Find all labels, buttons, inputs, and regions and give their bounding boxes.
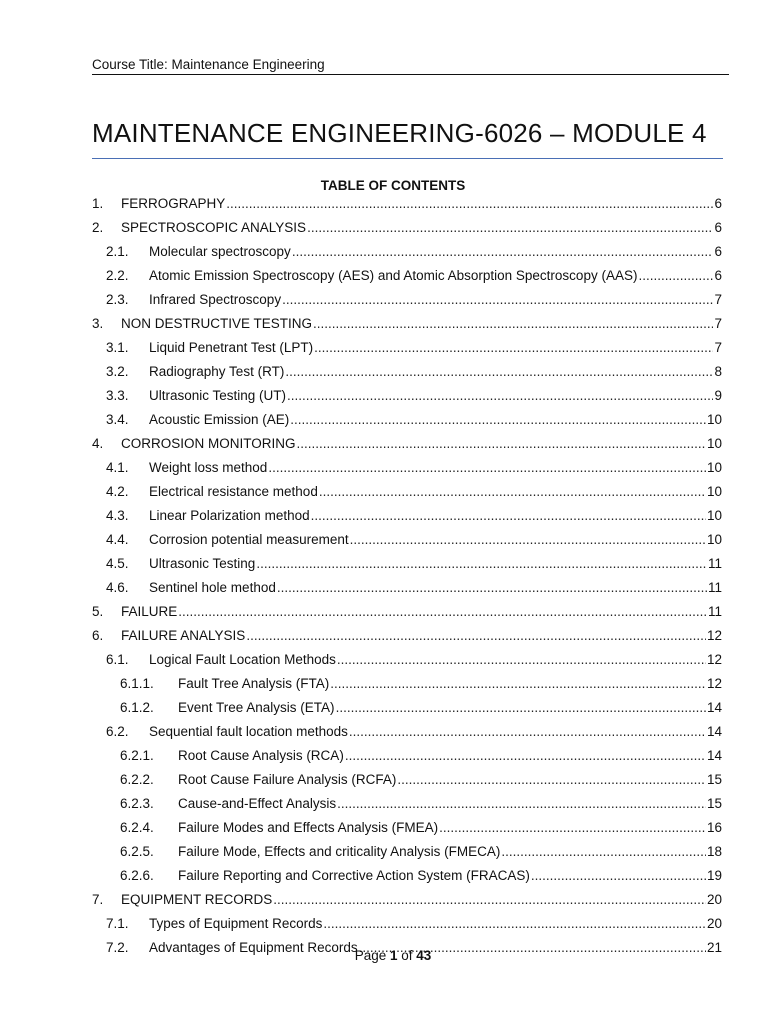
- toc-entry[interactable]: [92, 744, 722, 768]
- toc-entry-number: 3.: [92, 316, 104, 331]
- toc-entry-title: CORROSION MONITORING: [121, 436, 296, 451]
- toc-entry-number: 4.4.: [106, 532, 129, 547]
- toc-dot-leader: [311, 504, 706, 528]
- table-of-contents: [92, 192, 722, 960]
- toc-entry-title: NON DESTRUCTIVE TESTING: [121, 316, 313, 331]
- toc-entry-page: 14: [706, 748, 722, 763]
- toc-entry-page: 15: [706, 772, 722, 787]
- page-footer: [0, 948, 768, 963]
- toc-dot-leader: [297, 432, 706, 456]
- toc-entry-number: 3.4.: [106, 412, 129, 427]
- toc-entry-number: 6.2.1.: [120, 748, 154, 763]
- toc-entry-page: 21: [706, 940, 722, 955]
- toc-entry-page: 12: [706, 652, 722, 667]
- toc-entry[interactable]: [92, 360, 722, 384]
- toc-entry-page: 6: [714, 268, 722, 283]
- toc-dot-leader: [282, 288, 713, 312]
- toc-entry-page: 10: [706, 508, 722, 523]
- toc-entry[interactable]: [92, 600, 722, 624]
- toc-entry[interactable]: [92, 504, 722, 528]
- toc-entry-page: 7: [714, 340, 722, 355]
- toc-entry-number: 4.6.: [106, 580, 129, 595]
- toc-entry-number: 4.5.: [106, 556, 129, 571]
- toc-entry[interactable]: [92, 216, 722, 240]
- toc-entry-page: 20: [706, 916, 722, 931]
- toc-dot-leader: [501, 840, 706, 864]
- toc-entry-number: 4.: [92, 436, 104, 451]
- toc-entry[interactable]: [92, 288, 722, 312]
- toc-entry-title: Fault Tree Analysis (FTA): [178, 676, 330, 691]
- toc-entry[interactable]: [92, 840, 722, 864]
- toc-dot-leader: [285, 360, 713, 384]
- toc-entry-page: 11: [707, 604, 722, 619]
- toc-dot-leader: [345, 744, 706, 768]
- toc-entry-page: 11: [707, 556, 722, 571]
- toc-entry[interactable]: [92, 768, 722, 792]
- toc-dot-leader: [287, 384, 713, 408]
- toc-entry[interactable]: [92, 240, 722, 264]
- toc-entry[interactable]: [92, 720, 722, 744]
- toc-entry-title: Linear Polarization method: [149, 508, 310, 523]
- toc-entry[interactable]: [92, 864, 722, 888]
- toc-dot-leader: [313, 312, 713, 336]
- toc-entry-page: 6: [714, 244, 722, 259]
- toc-dot-leader: [268, 456, 706, 480]
- toc-entry-number: 6.2.2.: [120, 772, 154, 787]
- header-divider: [92, 74, 729, 75]
- toc-entry-page: 20: [706, 892, 722, 907]
- title-divider: [92, 158, 723, 159]
- toc-dot-leader: [337, 792, 706, 816]
- toc-entry-title: Failure Reporting and Corrective Action System (FRACAS): [178, 868, 530, 883]
- toc-entry-number: 3.2.: [106, 364, 129, 379]
- toc-entry-number: 6.1.: [106, 652, 129, 667]
- toc-entry-title: Advantages of Equipment Records: [149, 940, 358, 955]
- toc-dot-leader: [246, 624, 706, 648]
- toc-dot-leader: [178, 600, 707, 624]
- toc-entry-title: Root Cause Failure Analysis (RCFA): [178, 772, 397, 787]
- toc-dot-leader: [290, 408, 706, 432]
- toc-entry-number: 6.2.3.: [120, 796, 154, 811]
- toc-entry-title: Failure Modes and Effects Analysis (FMEA): [178, 820, 439, 835]
- toc-entry-page: 14: [706, 724, 722, 739]
- toc-entry-title: FAILURE: [121, 604, 178, 619]
- toc-entry[interactable]: [92, 528, 722, 552]
- toc-entry-title: Event Tree Analysis (ETA): [178, 700, 335, 715]
- toc-entry[interactable]: [92, 552, 722, 576]
- toc-entry[interactable]: [92, 192, 722, 216]
- toc-entry-number: 1.: [92, 196, 104, 211]
- toc-entry[interactable]: [92, 792, 722, 816]
- toc-dot-leader: [336, 696, 706, 720]
- toc-entry-title: Liquid Penetrant Test (LPT): [149, 340, 314, 355]
- toc-entry-title: Cause-and-Effect Analysis: [178, 796, 337, 811]
- toc-entry-number: 7.2.: [106, 940, 129, 955]
- toc-entry-page: 14: [706, 700, 722, 715]
- toc-entry-page: 10: [706, 460, 722, 475]
- toc-entry-page: 7: [714, 292, 722, 307]
- toc-entry-page: 10: [706, 436, 722, 451]
- toc-dot-leader: [277, 576, 707, 600]
- toc-entry-title: FERROGRAPHY: [121, 196, 226, 211]
- toc-entry-number: 7.1.: [106, 916, 129, 931]
- toc-entry-title: Radiography Test (RT): [149, 364, 285, 379]
- toc-entry-title: Root Cause Analysis (RCA): [178, 748, 344, 763]
- toc-entry-title: Failure Mode, Effects and criticality Analysis (FMECA): [178, 844, 501, 859]
- toc-entry-page: 10: [706, 484, 722, 499]
- toc-entry-page: 6: [714, 196, 722, 211]
- toc-dot-leader: [350, 528, 706, 552]
- toc-entry-title: SPECTROSCOPIC ANALYSIS: [121, 220, 307, 235]
- toc-entry-page: 18: [706, 844, 722, 859]
- toc-entry-title: FAILURE ANALYSIS: [121, 628, 246, 643]
- toc-entry-number: 4.3.: [106, 508, 129, 523]
- toc-entry-number: 2.2.: [106, 268, 129, 283]
- toc-entry[interactable]: [92, 264, 722, 288]
- toc-entry[interactable]: [92, 696, 722, 720]
- toc-entry-number: 2.: [92, 220, 104, 235]
- toc-dot-leader: [349, 720, 706, 744]
- toc-entry-page: 12: [706, 676, 722, 691]
- toc-entry-title: Ultrasonic Testing: [149, 556, 256, 571]
- toc-entry-number: 6.1.1.: [120, 676, 154, 691]
- toc-entry-number: 5.: [92, 604, 104, 619]
- toc-entry-title: Ultrasonic Testing (UT): [149, 388, 287, 403]
- toc-entry-number: 6.2.: [106, 724, 129, 739]
- toc-entry-number: 4.1.: [106, 460, 129, 475]
- toc-entry-page: 7: [714, 316, 722, 331]
- course-title-header: Course Title: Maintenance Engineering: [92, 57, 325, 72]
- toc-dot-leader: [337, 648, 706, 672]
- toc-dot-leader: [319, 480, 706, 504]
- footer-prefix: Page: [354, 948, 390, 963]
- toc-heading: TABLE OF CONTENTS: [320, 178, 466, 193]
- toc-dot-leader: [439, 816, 706, 840]
- toc-entry-page: 8: [714, 364, 722, 379]
- toc-entry-number: 4.2.: [106, 484, 129, 499]
- toc-entry-number: 6.2.4.: [120, 820, 154, 835]
- toc-dot-leader: [314, 336, 713, 360]
- toc-dot-leader: [531, 864, 706, 888]
- toc-dot-leader: [330, 672, 706, 696]
- toc-entry[interactable]: [92, 480, 722, 504]
- toc-entry-title: Atomic Emission Spectroscopy (AES) and Atomic Absorption Spectroscopy (AAS): [149, 268, 638, 283]
- toc-entry-number: 6.2.6.: [120, 868, 154, 883]
- toc-entry-number: 2.1.: [106, 244, 129, 259]
- toc-entry-page: 10: [706, 412, 722, 427]
- toc-entry[interactable]: [92, 432, 722, 456]
- toc-entry-page: 11: [707, 580, 722, 595]
- toc-entry[interactable]: [92, 576, 722, 600]
- toc-entry-number: 6.1.2.: [120, 700, 154, 715]
- toc-entry[interactable]: [92, 384, 722, 408]
- toc-entry[interactable]: [92, 672, 722, 696]
- toc-entry[interactable]: [92, 648, 722, 672]
- current-page-number: 1: [389, 948, 398, 963]
- toc-dot-leader: [397, 768, 706, 792]
- toc-entry-title: Acoustic Emission (AE): [149, 412, 290, 427]
- toc-entry[interactable]: [92, 624, 722, 648]
- toc-entry-page: 19: [706, 868, 722, 883]
- toc-entry[interactable]: [92, 912, 722, 936]
- toc-entry-number: 6.: [92, 628, 104, 643]
- toc-entry-number: 3.1.: [106, 340, 129, 355]
- total-page-count: 43: [416, 948, 432, 963]
- toc-dot-leader: [292, 240, 714, 264]
- toc-entry-number: 2.3.: [106, 292, 129, 307]
- toc-entry-page: 6: [714, 220, 722, 235]
- toc-entry-title: Types of Equipment Records: [149, 916, 323, 931]
- toc-entry-title: Weight loss method: [149, 460, 268, 475]
- toc-entry[interactable]: [92, 816, 722, 840]
- toc-entry-title: Logical Fault Location Methods: [149, 652, 336, 667]
- toc-dot-leader: [323, 912, 706, 936]
- toc-dot-leader: [638, 264, 713, 288]
- toc-entry-number: 3.3.: [106, 388, 129, 403]
- toc-entry-page: 16: [706, 820, 722, 835]
- toc-entry-number: 6.2.5.: [120, 844, 154, 859]
- toc-entry-page: 15: [706, 796, 722, 811]
- toc-entry-title: Molecular spectroscopy: [149, 244, 291, 259]
- footer-middle: of: [397, 948, 417, 963]
- toc-dot-leader: [307, 216, 713, 240]
- toc-entry-number: 7.: [92, 892, 104, 907]
- toc-entry[interactable]: [92, 336, 722, 360]
- toc-entry-title: Sentinel hole method: [149, 580, 276, 595]
- toc-dot-leader: [256, 552, 707, 576]
- toc-entry-title: Corrosion potential measurement: [149, 532, 349, 547]
- toc-entry[interactable]: [92, 312, 722, 336]
- toc-entry-page: 9: [714, 388, 722, 403]
- toc-entry-title: Electrical resistance method: [149, 484, 318, 499]
- document-title: MAINTENANCE ENGINEERING-6026 – MODULE 4: [92, 118, 707, 148]
- toc-entry[interactable]: [92, 408, 722, 432]
- toc-dot-leader: [273, 888, 706, 912]
- toc-entry-page: 10: [706, 532, 722, 547]
- toc-entry-title: EQUIPMENT RECORDS: [121, 892, 273, 907]
- toc-dot-leader: [226, 192, 713, 216]
- toc-entry-title: Sequential fault location methods: [149, 724, 348, 739]
- toc-entry[interactable]: [92, 456, 722, 480]
- toc-entry[interactable]: [92, 888, 722, 912]
- toc-entry-title: Infrared Spectroscopy: [149, 292, 282, 307]
- toc-entry-page: 12: [706, 628, 722, 643]
